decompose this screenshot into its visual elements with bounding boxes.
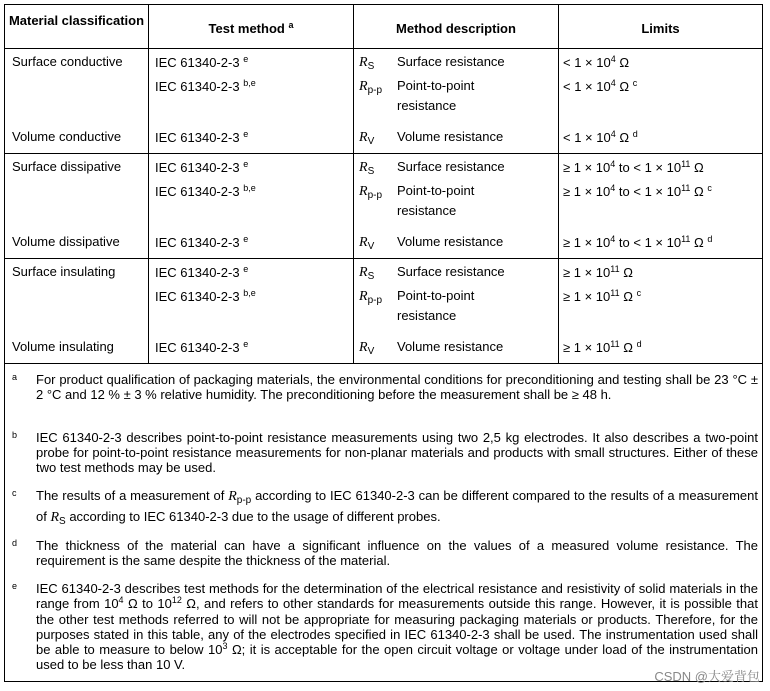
- test-method-note: b,e: [243, 288, 256, 298]
- test-method-note: e: [243, 264, 249, 274]
- material-classification: Volume dissipative: [12, 234, 120, 249]
- row-divider: [5, 48, 762, 49]
- test-method: [155, 265, 248, 281]
- limit-text: < 1 × 10: [563, 130, 611, 145]
- limit-upper-text: to < 1 × 10: [618, 184, 682, 199]
- symbol-subscript: p-p: [236, 495, 252, 506]
- limit-upper-exponent: 11: [681, 159, 691, 169]
- material-classification: Surface conductive: [12, 54, 123, 69]
- resistance-symbol: [359, 340, 374, 356]
- footnote-text: [36, 581, 758, 673]
- limit-exponent: 11: [610, 264, 620, 274]
- resistance-symbol: [359, 160, 374, 176]
- limit-text: ≥ 1 × 10: [563, 235, 611, 250]
- limit-text: ≥ 1 × 10: [563, 289, 611, 304]
- resistance-symbol: [359, 79, 382, 95]
- footnote-body: For product qualification of packaging materials, the environmental conditions for preconditioning and testing shall be 23 °C ± 2 °C and 12 % ± 3 % relative humidity. The preconditioning before the measurement shall be ≥ 48 h.: [36, 372, 758, 402]
- header-test-method: Test method $^a$: [208, 20, 294, 36]
- test-method-note: b,e: [243, 78, 256, 88]
- symbol-subscript: S: [59, 516, 66, 527]
- footnote-exponent: 4: [118, 595, 124, 606]
- limit-unit: Ω: [619, 130, 630, 145]
- column-divider: [558, 5, 559, 363]
- row-divider: [5, 258, 762, 259]
- method-description: Point-to-point resistance: [397, 78, 475, 113]
- symbol-subscript: p-p: [367, 85, 383, 96]
- footnote-body: IEC 61340-2-3 describes test methods for the determination of the electrical resistance and resistivity of solid materials in the range from 10: [36, 581, 758, 612]
- header-material-classification: Material classification: [8, 13, 145, 28]
- limit-upper-exponent: 11: [681, 183, 691, 193]
- limit-upper-exponent: 11: [681, 234, 691, 244]
- footnote-text: [36, 372, 758, 402]
- limit-text: < 1 × 10: [563, 79, 611, 94]
- footnote-mark: e: [12, 581, 18, 591]
- footnote-text: [36, 538, 758, 568]
- limit-exponent: 4: [610, 78, 616, 88]
- footnote-mark: a: [12, 372, 18, 382]
- footnote-body: The results of a measurement of: [36, 488, 225, 503]
- symbol-letter: R: [359, 184, 368, 199]
- limit-unit: Ω: [619, 55, 630, 70]
- test-method: [155, 79, 256, 95]
- symbol-subscript: V: [367, 136, 375, 147]
- test-method-text: IEC 61340-2-3: [155, 160, 240, 175]
- test-method-text: IEC 61340-2-3: [155, 184, 240, 199]
- test-method-text: IEC 61340-2-3: [155, 340, 240, 355]
- limit-exponent: 11: [610, 288, 620, 298]
- limit-exponent: 4: [610, 54, 616, 64]
- test-method: [155, 184, 256, 200]
- limit-upper-text: to < 1 × 10: [618, 160, 682, 175]
- row-divider: [5, 153, 762, 154]
- footnote-symbol: [228, 489, 251, 504]
- material-classification: Surface insulating: [12, 264, 116, 279]
- limit-exponent: 11: [610, 339, 620, 349]
- limit-text: ≥ 1 × 10: [563, 184, 611, 199]
- test-method-text: IEC 61340-2-3: [155, 265, 240, 280]
- test-method-text: IEC 61340-2-3: [155, 235, 240, 250]
- limit-value: [563, 340, 642, 356]
- footnote-body: Ω to 10: [127, 596, 172, 612]
- limit-unit: Ω: [694, 160, 704, 175]
- limit-note: c: [636, 288, 642, 298]
- symbol-subscript: S: [367, 166, 375, 177]
- test-method: [155, 160, 248, 176]
- limit-value: [563, 184, 712, 200]
- resistance-symbol: [359, 184, 382, 200]
- symbol-letter: R: [359, 340, 368, 355]
- test-method-note: e: [243, 54, 249, 64]
- limit-unit: Ω: [694, 184, 704, 199]
- material-classification: Surface dissipative: [12, 159, 122, 174]
- test-method-note: e: [243, 129, 249, 139]
- test-method-note: b,e: [243, 183, 256, 193]
- symbol-letter: R: [359, 265, 368, 280]
- test-method: [155, 55, 248, 71]
- watermark: CSDN @大爱背包: [654, 669, 760, 684]
- limit-note: c: [632, 78, 638, 88]
- limit-exponent: 4: [610, 234, 616, 244]
- limit-value: [563, 235, 712, 251]
- symbol-letter: R: [359, 235, 368, 250]
- limit-value: [563, 160, 704, 176]
- limit-value: [563, 79, 637, 95]
- limit-unit: Ω: [623, 340, 633, 355]
- method-description: Volume resistance: [397, 234, 504, 249]
- resistance-symbol: [359, 130, 374, 146]
- footnote-body: IEC 61340-2-3 describes point-to-point resistance measurements using two 2,5 kg electrodes. It also describes a two-point probe for point-to-point resistance measurements for non-planar materials and products with small structures. Either of these two test methods may be used.: [36, 430, 758, 475]
- symbol-letter: R: [359, 289, 368, 304]
- test-method-note: e: [243, 339, 249, 349]
- test-method-note: e: [243, 159, 249, 169]
- method-description: Point-to-point resistance: [397, 288, 475, 323]
- test-method-text: IEC 61340-2-3: [155, 289, 240, 304]
- footnote-mark: b: [12, 430, 18, 440]
- symbol-subscript: S: [367, 61, 375, 72]
- limit-upper-text: to < 1 × 10: [618, 235, 682, 250]
- symbol-letter: R: [359, 79, 368, 94]
- footnote-exponent: 3: [222, 641, 228, 652]
- limit-text: ≥ 1 × 10: [563, 265, 611, 280]
- method-description: Surface resistance: [397, 54, 505, 69]
- limit-text: ≥ 1 × 10: [563, 160, 611, 175]
- symbol-letter: R: [359, 130, 368, 145]
- test-method: [155, 289, 256, 305]
- limit-value: [563, 130, 638, 146]
- header-limits: Limits: [641, 21, 680, 36]
- footnote-text: [36, 430, 758, 475]
- limit-value: [563, 289, 641, 305]
- symbol-letter: R: [50, 510, 60, 525]
- limit-unit: Ω: [623, 265, 633, 280]
- column-divider: [148, 5, 149, 363]
- test-method-text: IEC 61340-2-3: [155, 55, 240, 70]
- footnote-body: The thickness of the material can have a significant influence on the values of a measured volume resistance. The requirement is the same despite the thickness of the material.: [36, 538, 758, 568]
- test-method: [155, 340, 248, 356]
- limit-text: ≥ 1 × 10: [563, 340, 611, 355]
- limit-unit: Ω: [694, 235, 704, 250]
- footnote-body: Ω; it is acceptable for the open circuit voltage or voltage under load of the instrumentation used to be less than 10 V.: [36, 642, 759, 673]
- limit-value: [563, 265, 633, 281]
- symbol-subscript: V: [367, 241, 375, 252]
- footnote-exponent: 12: [171, 595, 182, 606]
- limit-note: d: [707, 234, 713, 244]
- limit-note: c: [707, 183, 712, 193]
- symbol-subscript: p-p: [367, 295, 383, 306]
- symbol-subscript: p-p: [367, 190, 383, 201]
- symbol-letter: R: [359, 160, 368, 175]
- limit-exponent: 4: [610, 159, 616, 169]
- test-method: [155, 130, 248, 146]
- limit-unit: Ω: [619, 79, 630, 94]
- footnote-symbol: [50, 510, 65, 525]
- method-description: Volume resistance: [397, 339, 504, 354]
- test-method-text: IEC 61340-2-3: [155, 130, 240, 145]
- test-method-note: e: [243, 234, 249, 244]
- limit-unit: Ω: [623, 289, 633, 304]
- limit-exponent: 4: [610, 129, 616, 139]
- footnote-mark: d: [12, 538, 18, 548]
- limit-text: < 1 × 10: [563, 55, 611, 70]
- symbol-letter: R: [228, 489, 237, 504]
- method-description: Point-to-point resistance: [397, 183, 475, 218]
- method-description: Surface resistance: [397, 159, 505, 174]
- limit-note: d: [636, 339, 642, 349]
- footnote-mark: c: [12, 488, 17, 498]
- footnote-body: according to IEC 61340-2-3 can be different compared to the results of a measurement of: [36, 488, 758, 524]
- resistance-symbol: [359, 235, 374, 251]
- symbol-subscript: S: [367, 271, 375, 282]
- limit-exponent: 4: [610, 183, 616, 193]
- resistance-symbol: [359, 289, 382, 305]
- column-divider: [353, 5, 354, 363]
- footnote-body: Ω, and refers to other standards for measurements outside this range. However, it is possible that the other test methods referred to will not be appropriate for measuring packaging materials or products. Therefore, for the purposes stated in this table, any of the electrodes specified in IEC 61340-2-3 shall be used. The instrumentation used shall be able to measure to below 10: [36, 596, 758, 658]
- limit-note: d: [632, 129, 638, 139]
- symbol-letter: R: [359, 55, 368, 70]
- method-description: Surface resistance: [397, 264, 505, 279]
- symbol-subscript: V: [367, 346, 375, 357]
- limit-value: [563, 55, 629, 71]
- material-classification: Volume conductive: [12, 129, 122, 144]
- test-method-text: IEC 61340-2-3: [155, 79, 240, 94]
- row-divider: [5, 363, 762, 364]
- footnote-body: according to IEC 61340-2-3 due to the usage of different probes.: [69, 509, 441, 524]
- method-description: Volume resistance: [397, 129, 504, 144]
- header-method-description: Method description: [396, 21, 516, 36]
- material-classification: Volume insulating: [12, 339, 114, 354]
- resistance-symbol: [359, 55, 374, 71]
- test-method: [155, 235, 248, 251]
- footnote-text: [36, 486, 758, 528]
- resistance-symbol: [359, 265, 374, 281]
